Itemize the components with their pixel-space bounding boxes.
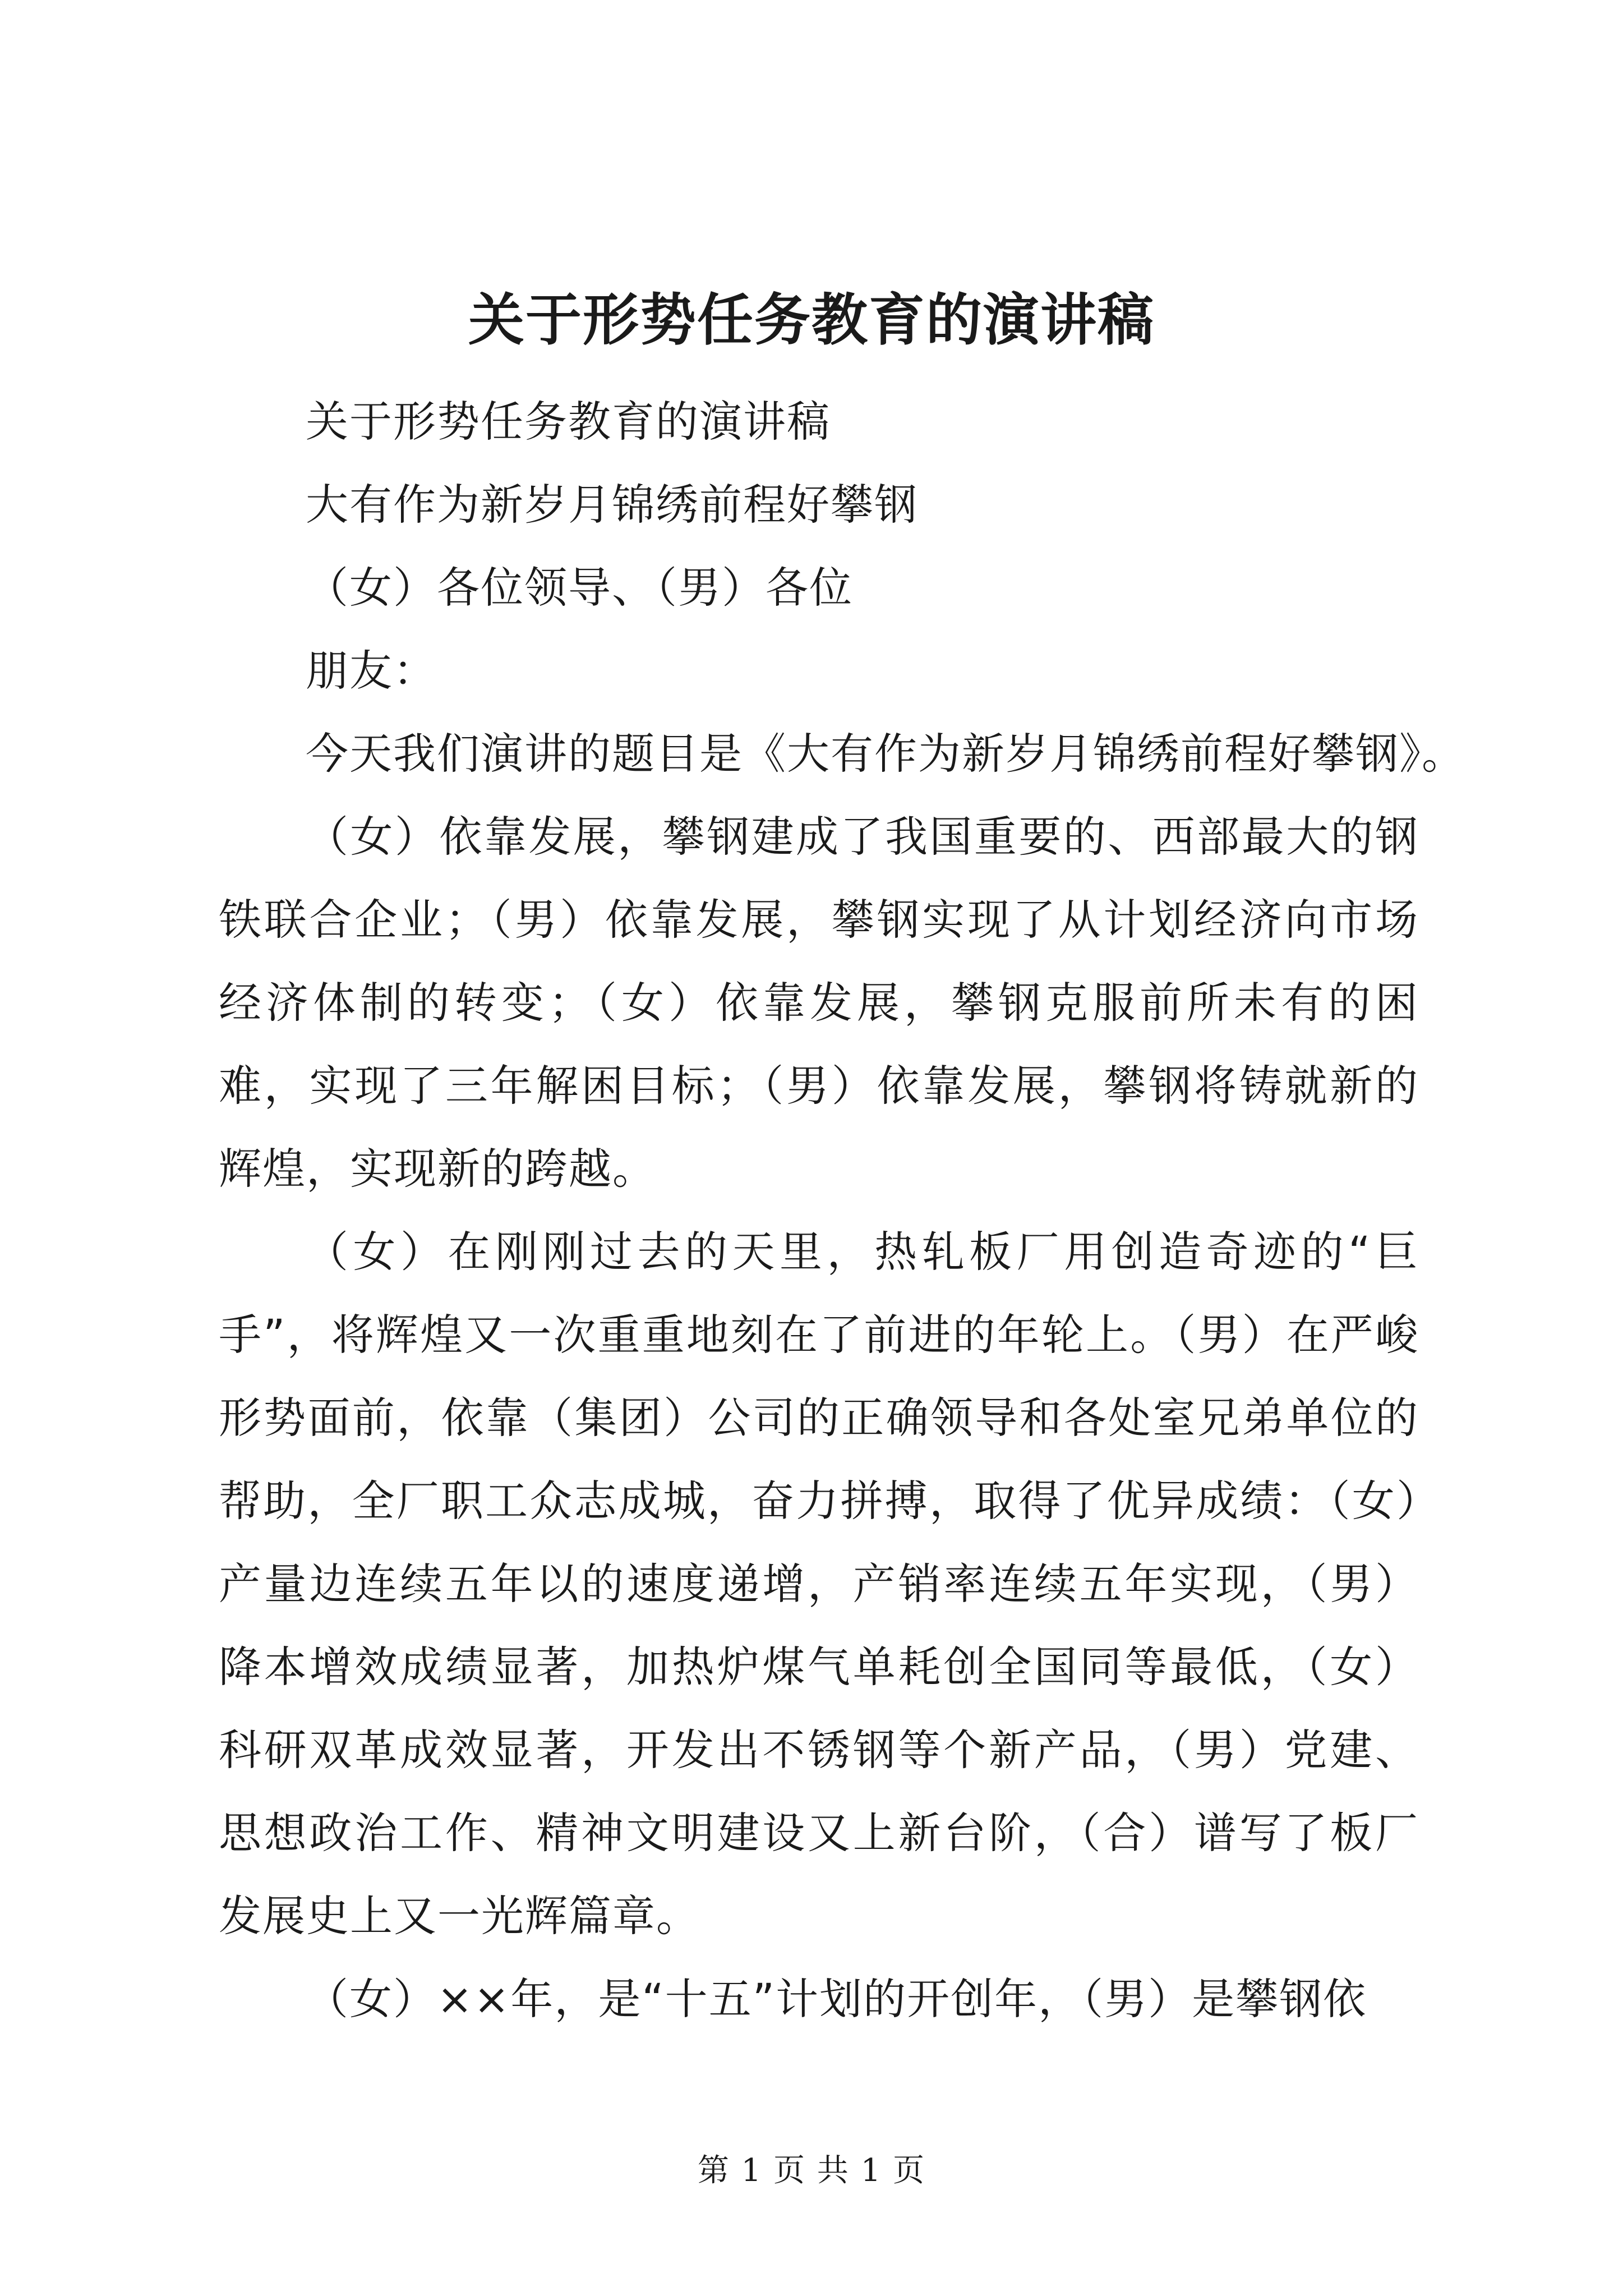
document-title: 关于形势任务教育的演讲稿: [468, 287, 1155, 353]
paragraph-1: （女）依靠发展，攀钢建成了我国重要的、西部最大的钢铁联合企业；（男）依靠发展，攀钢实现了从计划经济向市场经济体制的转变；（女）依靠发展，攀钢克服前所未有的困难，实现了三年解困目标；（男）依靠发展，攀钢将铸就新的辉煌，实现新的跨越。: [219, 812, 1419, 1194]
subtitle-line: 关于形势任务教育的演讲稿: [306, 397, 831, 447]
document-body: [219, 380, 1465, 2041]
intro-line: 今天我们演讲的题目是《大有作为新岁月锦绣前程好攀钢》。: [306, 729, 1465, 779]
speech-title-line: 大有作为新岁月锦绣前程好攀钢: [306, 480, 918, 530]
paragraph-2: （女）在刚刚过去的天里，热轧板厂用创造奇迹的“巨手”，将辉煌又一次重重地刻在了前进的年轮上。（男）在严峻形势面前，依靠（集团）公司的正确领导和各处室兄弟单位的帮助，全厂职工众志成城，奋力拼搏，取得了优异成绩：（女）产量边连续五年以的速度递增，产销率连续五年实现，（男）降本增效成绩显著，加热炉煤气单耗创全国同等最低，（女）科研双革成效显著，开发出不锈钢等个新产品，（男）党建、思想政治工作、精神文明建设又上新台阶，（合）谱写了板厂发展史上又一光辉篇章。: [219, 1227, 1419, 1941]
greeting-line-2: 朋友：: [306, 646, 437, 696]
greeting-line: （女）各位领导、（男）各位: [306, 563, 853, 613]
paragraph-3: （女）××年，是“十五”计划的开创年，（男）是攀钢依: [306, 1974, 1367, 2024]
page-footer: 第 1 页 共 1 页: [697, 2152, 926, 2189]
